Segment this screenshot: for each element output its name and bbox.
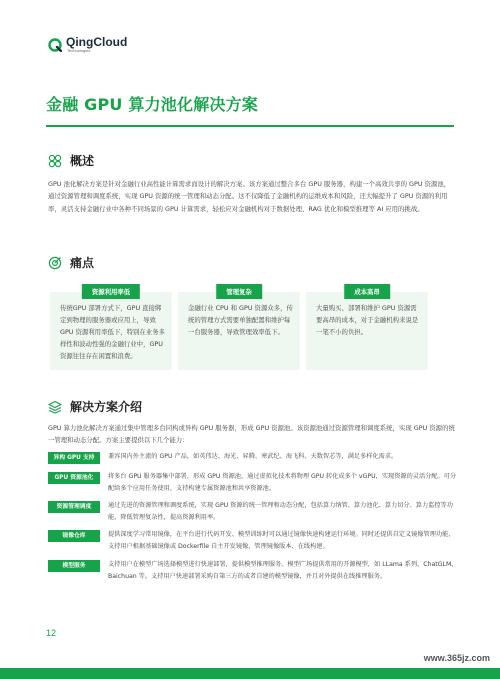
solution-item-text: 通过先进的资源管理和调度系统，实现 GPU 资源的统一管理和动态分配，包括算力纳管、算力池化、算力切分、算力监控等功能，降低管理复杂性，提高资源利用率。 — [108, 502, 453, 522]
solution-item-text: 提供深度学习常用镜像，在平台进行代码开发、模型训练时可以通过镜像快速构建运行环境。同时还提供自定义镜像管理功能，支持用户根据基础镜像或 Dockerfile 自主开发镜像、管理镜像版本、在线构建。 — [108, 531, 455, 551]
solution-item — [48, 559, 460, 583]
overview-title: 概述 — [70, 154, 95, 168]
pain-card-text: 大量购买、部署和维护 GPU 资源需要高昂的成本，对于金融机构来说是一笔不小的负担。 — [316, 304, 419, 336]
solution-item — [48, 529, 460, 553]
footer-bar — [0, 668, 500, 679]
overview-heading — [48, 152, 94, 169]
pain-card-label: 管理复杂 — [216, 284, 262, 299]
solution-item-text: 将多台 GPU 服务器集中部署，形成 GPU 资源池，通过虚拟化技术将物理 GPU 转化成多个 vGPU，实现资源的灵活分配。可分配给多个应用任务使用，支持构建专属资源池和共享资源池。 — [108, 473, 457, 493]
pain-card-text: 传统GPU 部署方式下，GPU 直接绑定到物理的服务器或应用上，导致 GPU 资源利用率低下，特别在业务多样性和波动性强的金融行业中，GPU 资源往往存在闲置和浪费。 — [60, 304, 165, 360]
pain-heading — [48, 254, 94, 271]
overview-text: GPU 池化解决方案是针对金融行业高性能计算需求而设计的解决方案。该方案通过整合多台 GPU 服务器，构建一个高效共享的 GPU 资源池，通过资源管理和调度系统，实现 GPU 资源的统一管理和动态分配。这不仅降低了金融机构的运维成本和风险，还大幅提升了 GPU 资源的利用率，灵活支持金融行业中各种不同场景的 GPU 计算需求，轻松应对金融机构对于数据处理、RAG 优化和模型推理等 AI 应用的挑战。 — [48, 180, 451, 213]
page-title: 金融 GPU 算力池化解决方案 — [46, 95, 258, 114]
watermark-text: www.365jz.com — [423, 653, 490, 663]
layers-icon — [48, 400, 62, 414]
pain-card-cost — [306, 288, 428, 370]
page-number: 12 — [46, 628, 57, 638]
pain-card-label: 成本高昂 — [344, 284, 390, 299]
solution-heading — [48, 398, 142, 415]
pain-card-label: 资源利用率低 — [82, 284, 140, 299]
solution-item — [48, 471, 460, 495]
brand-name: QingCloud — [66, 35, 128, 49]
solution-item — [48, 500, 460, 524]
solution-item-text: 兼容国内外主流的 GPU 产品，如英伟达、海光、昇腾、寒武纪、海飞科、天数智芯等，满足多样化需求。 — [108, 453, 398, 460]
pain-title: 痛点 — [70, 256, 95, 270]
pain-card-text: 金融行业 CPU 和 GPU 资源众多，传统的管理方式需要单独配置和维护每一台服务器，导致管理效率低下。 — [188, 304, 293, 336]
grid-flower-icon — [48, 154, 62, 168]
solution-item-label: 异构 GPU 支持 — [48, 452, 100, 464]
solution-item-label: 镜像仓库 — [48, 530, 100, 542]
title-divider — [46, 125, 454, 127]
solution-item-text: 支持用户在模型广场选择模型进行快速部署，提供模型推理服务。模型广场提供常用的开源模型，如 LLama 系列、ChatGLM、Baichuan 等。支持用户快速部署采购自第三方的或者自建的模型镜像，并且对外提供在线推理服务。 — [108, 561, 458, 581]
solution-intro: GPU 算力池化解决方案通过集中管理多台同构或异构 GPU 服务器，形成 GPU 资源池。该资源池通过资源管理和调度系统，实现 GPU 资源的统一管理和动态分配。方案主要提供以下几个能力： — [48, 424, 455, 445]
solution-item-label: 资源管理调度 — [48, 501, 100, 513]
solution-item-label: 模型服务 — [48, 560, 100, 572]
target-icon — [48, 256, 62, 270]
qingcloud-logo-icon — [48, 38, 62, 52]
qingcloud-logo — [48, 36, 127, 53]
solution-item-label: GPU 资源池化 — [48, 472, 100, 484]
solution-item — [48, 451, 460, 464]
pain-card-management — [178, 288, 300, 370]
pain-card-utilization — [50, 288, 172, 370]
brand-sub: Technologies — [67, 48, 91, 53]
solution-title: 解决方案介绍 — [70, 400, 143, 414]
